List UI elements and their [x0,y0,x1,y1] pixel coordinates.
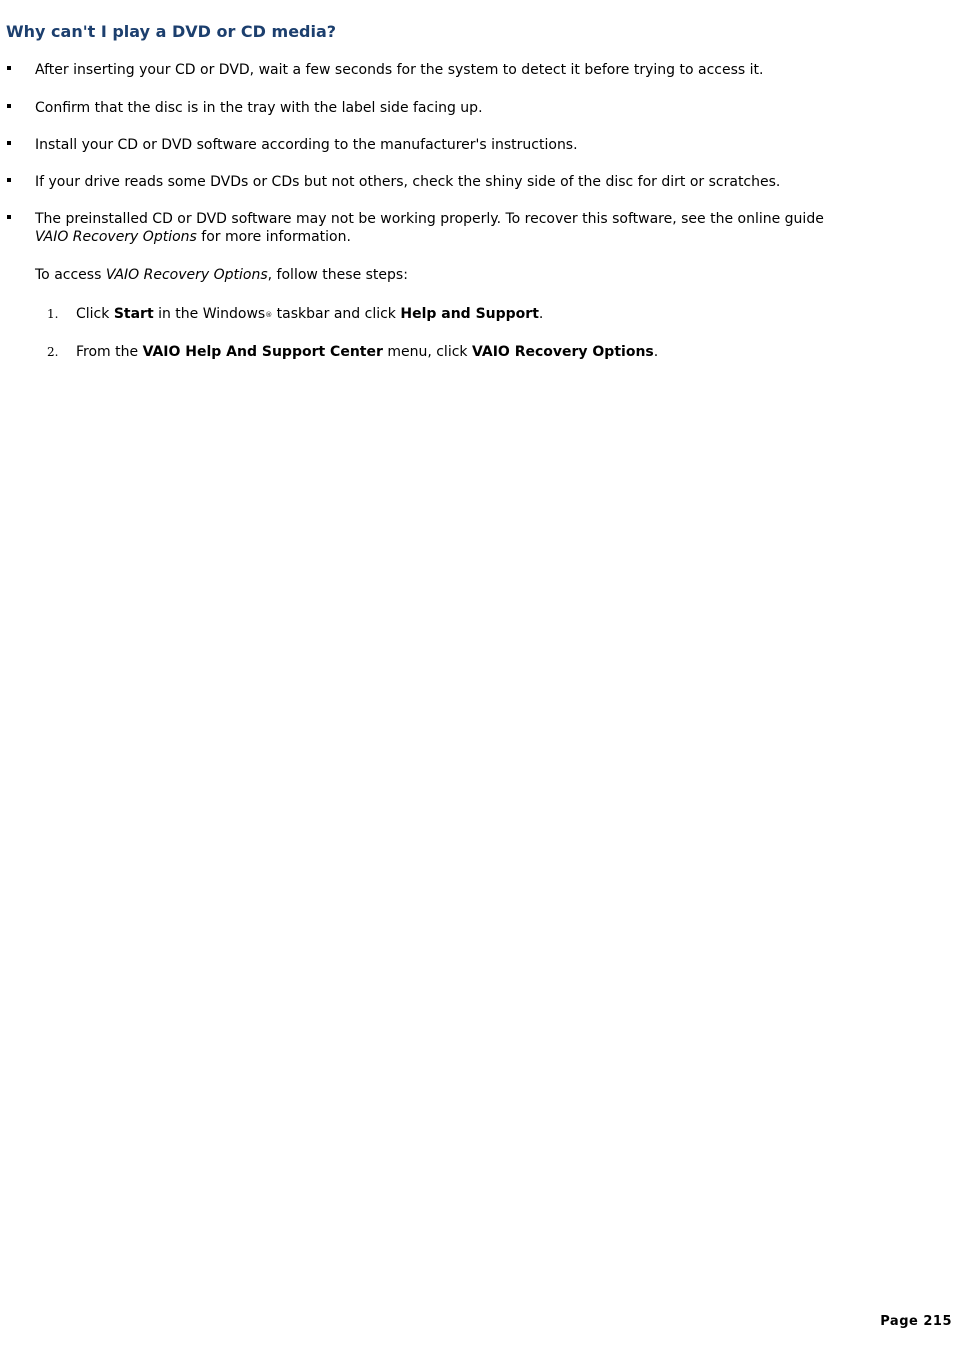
step-text-part: From the [76,344,143,360]
square-bullet-icon [7,178,11,182]
square-bullet-icon [7,104,11,108]
step-text-part: taskbar and click [272,306,401,322]
list-item-text [35,210,915,246]
access-instructions [35,266,408,284]
page-number: Page 215 [880,1314,952,1329]
page-title: Why can't I play a DVD or CD media? [6,22,337,41]
list-item-text: If your drive reads some DVDs or CDs but not others, check the shiny side of the disc for dirt or scratches. [35,174,781,190]
square-bullet-icon [7,141,11,145]
list-item-text-line: The preinstalled CD or DVD software may not be working properly. To recover this software, see the online guide [35,211,824,227]
help-and-support-label: Help and Support [400,306,539,322]
step-text-part: . [538,306,544,322]
recovery-options-label: VAIO Recovery Options [471,344,654,360]
square-bullet-icon [7,215,11,219]
step-text-part: Click [76,306,114,322]
start-label: Start [113,306,154,322]
guide-title: VAIO Recovery Options [35,229,197,245]
step-text [76,305,543,324]
list-item-text-line [35,228,915,246]
list-item-text: Install your CD or DVD software according to the manufacturer's instructions. [35,137,578,153]
list-item-text: Confirm that the disc is in the tray with the label side facing up. [35,100,483,116]
list-item-text-rest: for more information. [196,229,351,245]
step-number: 2. [47,345,59,359]
step-text-part: in the Windows [153,306,266,322]
support-center-label: VAIO Help And Support Center [142,344,383,360]
access-suffix: , follow these steps: [267,267,408,283]
step-text [76,343,658,361]
step-text-part: menu, click [382,344,472,360]
step-text-part: . [653,344,659,360]
registered-mark: ® [265,311,273,319]
square-bullet-icon [7,66,11,70]
step-number: 1. [47,307,59,321]
guide-title: VAIO Recovery Options [105,267,268,283]
list-item-text: After inserting your CD or DVD, wait a few seconds for the system to detect it before trying to access it. [35,62,764,78]
access-prefix: To access [35,267,106,283]
